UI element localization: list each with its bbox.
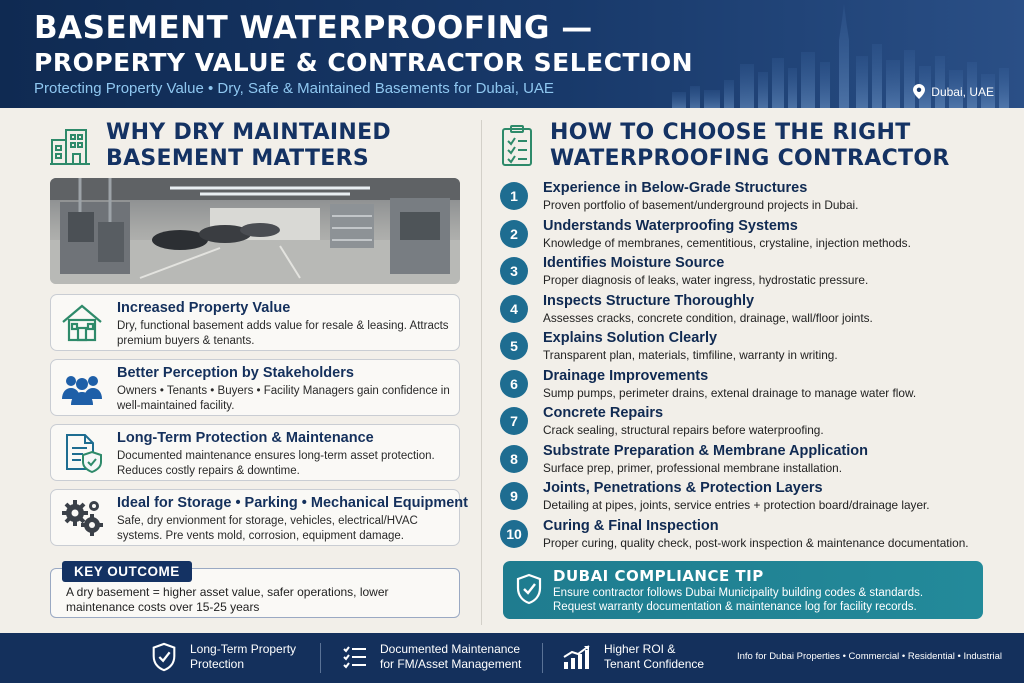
benefit-title: Ideal for Storage • Parking • Mechanical Equipment bbox=[117, 495, 468, 511]
step-title: Explains Solution Clearly bbox=[543, 330, 718, 346]
list-item bbox=[500, 293, 1000, 329]
house-icon bbox=[59, 302, 105, 344]
right-section-header bbox=[500, 120, 950, 172]
map-pin-icon bbox=[913, 84, 925, 99]
step-number-badge: 4 bbox=[500, 295, 528, 323]
key-outcome-text: A dry basement = higher asset value, safer operations, lower maintenance costs over 15-25 years bbox=[66, 585, 389, 614]
footer-item bbox=[342, 642, 521, 672]
checklist-icon bbox=[342, 644, 368, 670]
benefit-description: Owners • Tenants • Buyers • Facility Managers gain confidence in well-maintained facility. bbox=[117, 385, 450, 412]
step-description: Crack sealing, structural repairs before waterproofing. bbox=[543, 423, 824, 437]
compliance-tip-box bbox=[503, 561, 983, 619]
page-subtitle: Protecting Property Value • Dry, Safe & Maintained Basements for Dubai, UAE bbox=[34, 80, 554, 97]
step-title: Joints, Penetrations & Protection Layers bbox=[543, 480, 823, 496]
step-title: Concrete Repairs bbox=[543, 405, 664, 421]
gears-icon bbox=[59, 497, 105, 539]
list-item bbox=[500, 480, 1000, 516]
list-item bbox=[500, 405, 1000, 441]
footer-item-line2: Protection bbox=[190, 657, 245, 671]
step-title: Understands Waterproofing Systems bbox=[543, 217, 798, 234]
left-section-header bbox=[48, 120, 391, 172]
footer-bar bbox=[0, 633, 1024, 683]
footer-item-line1: Long-Term Property bbox=[190, 642, 297, 656]
tip-title: DUBAI COMPLIANCE TIP bbox=[553, 567, 764, 585]
list-item bbox=[500, 443, 1000, 479]
step-description: Assesses cracks, concrete condition, drainage, wall/floor joints. bbox=[543, 310, 873, 325]
shield-check-icon bbox=[515, 573, 543, 605]
header-banner bbox=[0, 0, 1024, 108]
left-section-title-line2: BASEMENT MATTERS bbox=[106, 146, 370, 171]
benefit-description: Documented maintenance ensures long-term asset protection. Reduces costly repairs & downtime. bbox=[117, 450, 435, 477]
tip-line: Ensure contractor follows Dubai Municipality building codes & standards. bbox=[553, 587, 924, 599]
shield-check-icon bbox=[150, 642, 178, 672]
location-label: Dubai, UAE bbox=[931, 84, 994, 99]
step-title: Drainage Improvements bbox=[543, 367, 709, 384]
step-description: Detailing at pipes, joints, service entries + protection board/drainage layer. bbox=[543, 498, 930, 512]
step-number-badge: 1 bbox=[500, 182, 528, 210]
column-divider bbox=[481, 120, 482, 625]
list-item bbox=[500, 330, 1000, 366]
benefit-description: Safe, dry envionment for storage, vehicles, electrical/HVAC systems. Pre vents mold, corrosion, equipment damage. bbox=[117, 515, 418, 542]
step-number-badge: 9 bbox=[500, 482, 528, 510]
basement-photo bbox=[50, 178, 460, 284]
list-item bbox=[500, 255, 1000, 291]
list-item bbox=[500, 180, 1000, 216]
step-number-badge: 5 bbox=[500, 332, 528, 360]
step-description: Transparent plan, materials, timfiline, warranty in writing. bbox=[543, 348, 838, 362]
benefit-title: Long-Term Protection & Maintenance bbox=[117, 430, 374, 446]
step-number-badge: 8 bbox=[500, 445, 528, 473]
key-outcome-label: KEY OUTCOME bbox=[62, 561, 192, 582]
footer-item-line1: Higher ROI & bbox=[604, 642, 676, 656]
benefit-title: Better Perception by Stakeholders bbox=[117, 365, 354, 381]
footer-divider bbox=[542, 643, 543, 673]
benefit-card bbox=[50, 424, 460, 481]
benefit-title: Increased Property Value bbox=[117, 300, 291, 316]
list-item bbox=[500, 218, 1000, 254]
list-item bbox=[500, 518, 1000, 554]
benefit-card bbox=[50, 359, 460, 416]
step-number-badge: 10 bbox=[500, 520, 528, 548]
location-tag bbox=[913, 84, 994, 99]
footer-item-line1: Documented Maintenance bbox=[380, 642, 521, 656]
left-section-title-line1: WHY DRY MAINTAINED bbox=[106, 120, 391, 145]
step-number-badge: 2 bbox=[500, 220, 528, 248]
footer-item-line2: Tenant Confidence bbox=[604, 657, 705, 671]
right-section-title-line1: HOW TO CHOOSE THE RIGHT bbox=[550, 120, 911, 145]
step-description: Proper diagnosis of leaks, water ingress, hydrostatic pressure. bbox=[543, 273, 869, 287]
people-icon bbox=[59, 367, 105, 409]
step-description: Proven portfolio of basement/underground projects in Dubai. bbox=[543, 198, 859, 212]
page-title-line2: PROPERTY VALUE & CONTRACTOR SELECTION bbox=[34, 48, 694, 77]
step-title: Identifies Moisture Source bbox=[543, 255, 725, 271]
benefit-description: Dry, functional basement adds value for resale & leasing. Attracts premium buyers & tenants. bbox=[117, 320, 449, 347]
growth-chart-icon bbox=[562, 644, 592, 670]
building-icon bbox=[48, 124, 92, 168]
benefit-card bbox=[50, 489, 468, 546]
step-title: Curing & Final Inspection bbox=[543, 517, 719, 534]
step-number-badge: 3 bbox=[500, 257, 528, 285]
list-item bbox=[500, 368, 1000, 404]
step-description: Proper curing, quality check, post-work inspection & maintenance documentation. bbox=[543, 535, 969, 550]
step-number-badge: 6 bbox=[500, 370, 528, 398]
checklist-icon bbox=[500, 124, 536, 168]
step-description: Knowledge of membranes, cementitious, crystaline, injection methods. bbox=[543, 235, 911, 250]
benefit-card bbox=[50, 294, 460, 351]
footer-item bbox=[150, 642, 296, 672]
footer-item bbox=[562, 642, 704, 672]
step-description: Surface prep, primer, professional membrane installation. bbox=[543, 460, 843, 475]
step-number-badge: 7 bbox=[500, 407, 528, 435]
footer-divider bbox=[320, 643, 321, 673]
right-section-title-line2: WATERPROOFING CONTRACTOR bbox=[550, 146, 950, 171]
step-title: Substrate Preparation & Membrane Application bbox=[543, 442, 868, 459]
step-title: Experience in Below-Grade Structures bbox=[543, 180, 808, 196]
step-description: Sump pumps, perimeter drains, extenal drainage to manage water flow. bbox=[543, 385, 917, 400]
page-title-line1: BASEMENT WATERPROOFING — bbox=[34, 10, 593, 46]
step-title: Inspects Structure Thoroughly bbox=[543, 292, 755, 309]
footer-note: Info for Dubai Properties • Commercial • Residential • Industrial bbox=[736, 651, 1002, 662]
tip-line: Request warranty documentation & maintenance log for facility records. bbox=[553, 601, 917, 613]
footer-item-line2: for FM/Asset Management bbox=[380, 657, 522, 671]
document-shield-icon bbox=[59, 432, 105, 474]
